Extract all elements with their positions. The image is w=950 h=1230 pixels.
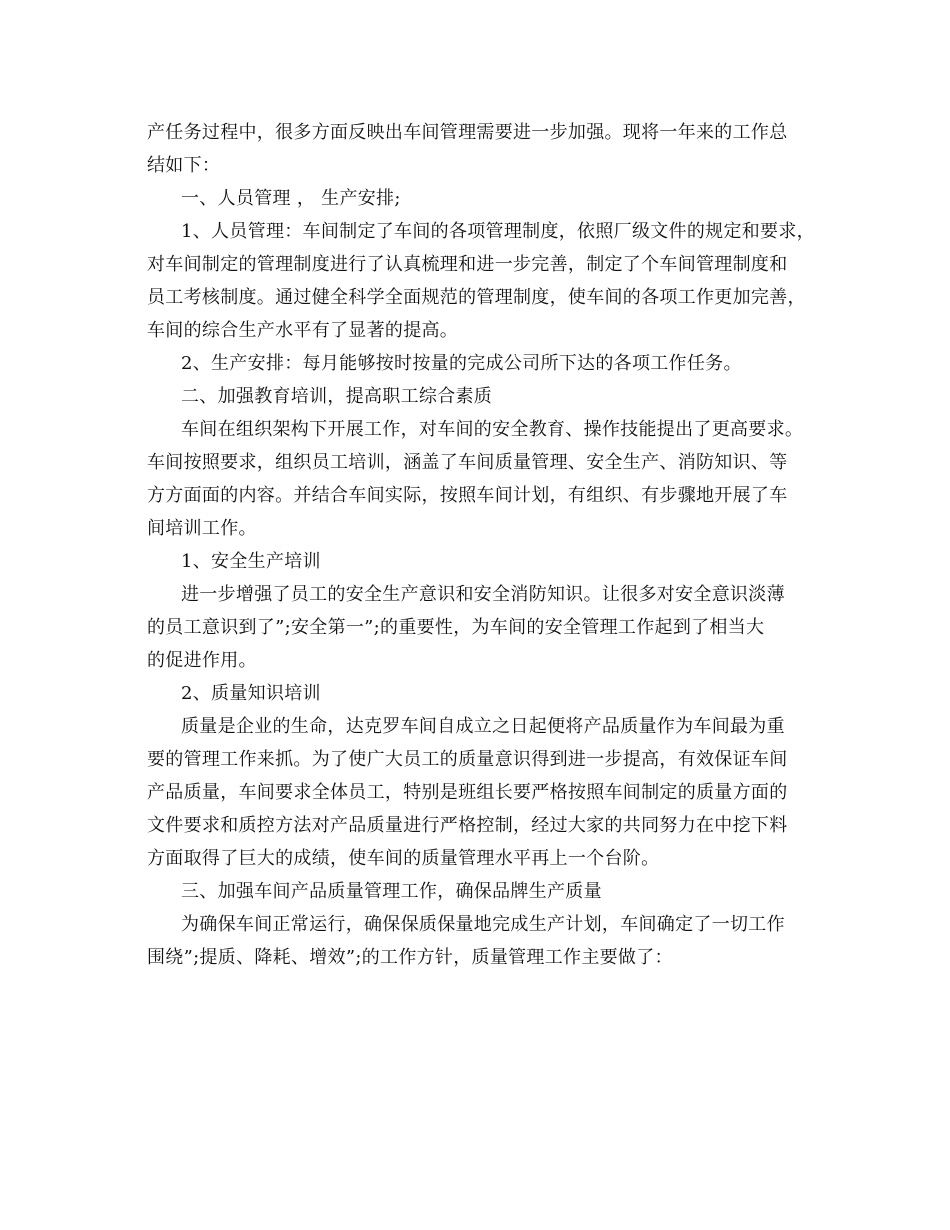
- section-heading: 三、加强车间产品质量管理工作，确保品牌生产质量: [181, 881, 602, 902]
- body-line: 围绕”;提质、降耗、增效”;的工作方针，质量管理工作主要做了：: [147, 947, 673, 968]
- body-line: 产任务过程中，很多方面反映出车间管理需要进一步加强。现将一年来的工作总: [147, 122, 788, 143]
- body-line: 间培训工作。: [147, 518, 257, 539]
- body-line: 车间在组织架构下开展工作，对车间的安全教育、操作技能提出了更高要求。: [181, 419, 804, 440]
- body-line: 质量是企业的生命，达克罗车间自成立之日起便将产品质量作为车间最为重: [181, 716, 785, 737]
- body-line: 方面取得了巨大的成绩，使车间的质量管理水平再上一个台阶。: [147, 848, 660, 869]
- body-line: 进一步增强了员工的安全生产意识和安全消防知识。让很多对安全意识淡薄: [181, 584, 785, 605]
- body-line: 对车间制定的管理制度进行了认真梳理和进一步完善，制定了个车间管理制度和: [147, 254, 788, 275]
- body-line: 的促进作用。: [147, 650, 257, 671]
- subsection-heading: 2、质量知识培训: [181, 683, 321, 704]
- body-line: 车间的综合生产水平有了显著的提高。: [147, 320, 459, 341]
- subsection-heading: 1、安全生产培训: [181, 551, 321, 572]
- body-line: 要的管理工作来抓。为了使广大员工的质量意识得到进一步提高，有效保证车间: [147, 749, 788, 770]
- section-heading: 一、人员管理 ， 生产安排;: [181, 188, 401, 209]
- body-line: 的员工意识到了”;安全第一”;的重要性，为车间的安全管理工作起到了相当大: [147, 617, 765, 638]
- body-line: 2、生产安排：每月能够按时按量的完成公司所下达的各项工作任务。: [181, 353, 742, 374]
- document-body: [147, 116, 827, 974]
- body-line: 员工考核制度。通过健全科学全面规范的管理制度，使车间的各项工作更加完善，: [147, 287, 806, 308]
- body-line: 文件要求和质控方法对产品质量进行严格控制，经过大家的共同努力在中挖下料: [147, 815, 788, 836]
- body-line: 结如下：: [147, 155, 221, 176]
- body-line: 方方面面的内容。并结合车间实际，按照车间计划，有组织、有步骤地开展了车: [147, 485, 788, 506]
- body-line: 1、人员管理：车间制定了车间的各项管理制度，依照厂级文件的规定和要求，: [181, 221, 815, 242]
- body-line: 为确保车间正常运行，确保保质保量地完成生产计划，车间确定了一切工作: [181, 914, 785, 935]
- section-heading: 二、加强教育培训，提高职工综合素质: [181, 386, 493, 407]
- body-line: 车间按照要求，组织员工培训，涵盖了车间质量管理、安全生产、消防知识、等: [147, 452, 788, 473]
- body-line: 产品质量，车间要求全体员工，特别是班组长要严格按照车间制定的质量方面的: [147, 782, 788, 803]
